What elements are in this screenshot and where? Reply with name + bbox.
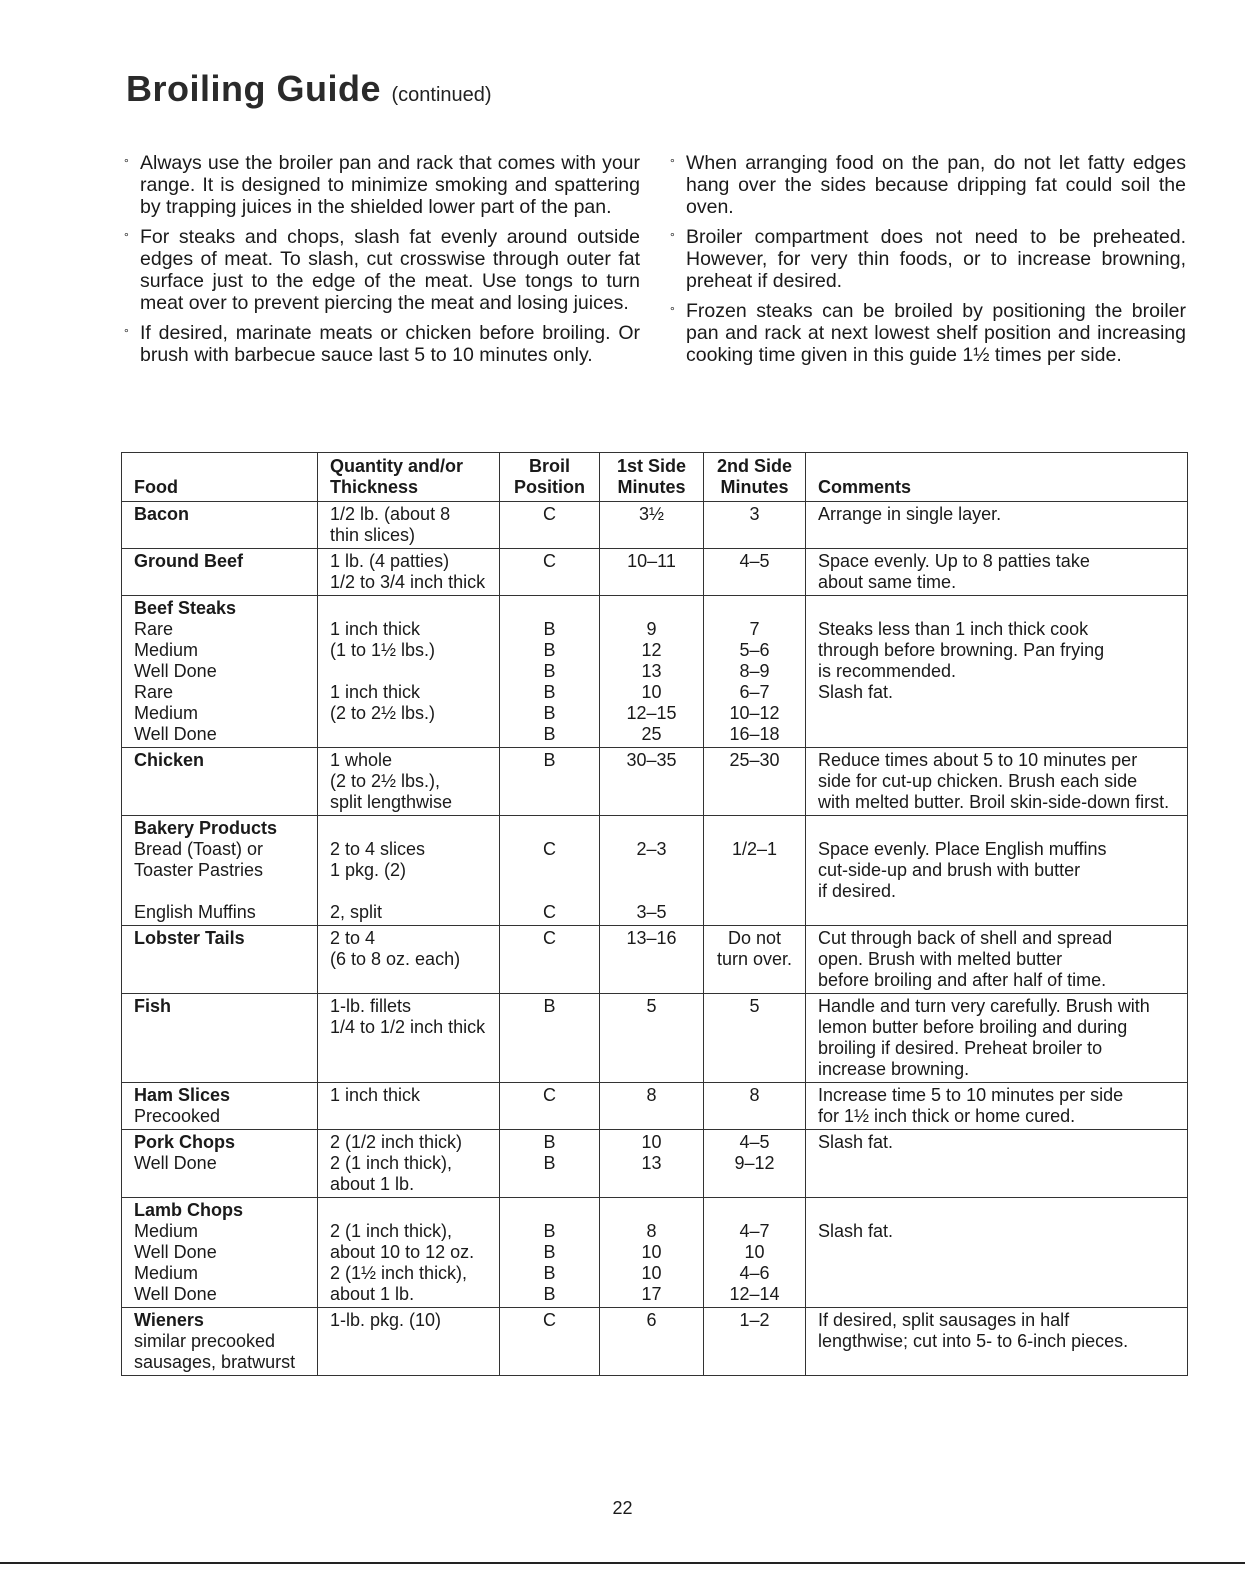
cell-comments [806,926,1188,994]
quantity-line: 1 inch thick [330,1085,421,1105]
tips-right-column [670,152,1186,374]
header-first-side: 1st Side Minutes [600,453,704,502]
bullet-icon: ° [124,230,129,244]
first-line: 5 [646,996,657,1016]
comments-line: side for cut-up chicken. Brush each side [818,771,1138,791]
comments-line: Slash fat. [818,682,894,702]
comments-line: open. Brush with melted butter [818,949,1063,969]
second-line: Do not [727,928,782,948]
cell-food [122,1083,318,1130]
food-line: Well Done [134,1242,217,1262]
cell-food [122,1308,318,1376]
first-line [603,598,700,619]
quantity-line: about 1 lb. [330,1174,415,1194]
cell-quantity [318,502,500,549]
quantity-line [330,1200,494,1221]
second-line [707,818,802,839]
first-line: 13 [641,1153,662,1173]
food-line: Fish [134,996,172,1016]
tip-item [124,152,640,218]
position-line [503,818,596,839]
quantity-line: 1 lb. (4 patties) [330,551,450,571]
title-subtitle: (continued) [391,84,492,106]
quantity-line [330,724,494,745]
tip-text: Broiler compartment does not need to be preheated. However, for very thin foods, or to increase browning, preheat if desired. [686,226,1186,292]
table-row [122,816,1188,926]
cell-first [600,816,704,926]
table-row [122,1308,1188,1376]
comments-line [818,703,1182,724]
header-comments: Comments [806,453,1188,502]
second-line [707,598,802,619]
first-line: 12 [641,640,662,660]
quantity-line: 2 to 4 [330,928,376,948]
first-line: 10 [641,1263,662,1283]
food-line: Well Done [134,724,217,744]
bullet-icon: ° [124,326,129,340]
cell-quantity [318,994,500,1083]
cell-second [704,1130,806,1198]
position-line [503,860,596,881]
tip-text: For steaks and chops, slash fat evenly around outside edges of meat. To slash, cut crosswise through outer fat surface just to the edge of the meat. Use tongs to turn meat over to prevent piercing the meat and losing juices. [140,226,640,314]
quantity-line: (1 to 1½ lbs.) [330,640,436,660]
cell-position [500,816,600,926]
comments-line: Increase time 5 to 10 minutes per side [818,1085,1124,1105]
cell-position [500,1308,600,1376]
second-line [707,881,802,902]
cell-comments [806,596,1188,748]
quantity-line [330,661,494,682]
position-line: B [543,619,556,639]
comments-line: for 1½ inch thick or home cured. [818,1106,1076,1126]
second-line: 1/2–1 [731,839,778,859]
comments-line: Reduce times about 5 to 10 minutes per [818,750,1138,770]
second-line: 5 [749,996,760,1016]
second-line: 4–7 [739,1221,770,1241]
quantity-line: 1 inch thick [330,619,421,639]
cell-first [600,748,704,816]
food-line: Wieners [134,1310,204,1330]
position-line: C [543,902,556,922]
comments-line: cut-side-up and brush with butter [818,860,1081,880]
cell-position [500,926,600,994]
position-line: C [543,504,556,524]
second-line: 9–12 [734,1153,775,1173]
food-line: Beef Steaks [134,598,237,618]
food-line: Pork Chops [134,1132,236,1152]
bullet-icon: ° [670,304,675,318]
cell-second [704,502,806,549]
comments-line: lengthwise; cut into 5- to 6-inch pieces. [818,1331,1129,1351]
comments-line: through before browning. Pan frying [818,640,1105,660]
quantity-line: 2 (1 inch thick), [330,1153,453,1173]
comments-line: Slash fat. [818,1132,894,1152]
table-header-row [122,453,1188,502]
position-line: B [543,996,556,1016]
table-body [122,502,1188,1376]
second-line [707,902,802,923]
cell-position [500,994,600,1083]
food-line [134,881,312,902]
quantity-line: 1 pkg. (2) [330,860,407,880]
cell-comments [806,1083,1188,1130]
position-line: B [543,682,556,702]
cell-comments [806,816,1188,926]
quantity-line: 1-lb. pkg. (10) [330,1310,442,1330]
food-line: Rare [134,682,174,702]
bullet-icon: ° [670,230,675,244]
second-line: 8 [749,1085,760,1105]
food-line: Medium [134,640,199,660]
second-line: 25–30 [729,750,780,770]
cell-first [600,502,704,549]
second-line [707,1200,802,1221]
first-line: 8 [646,1085,657,1105]
page-title [126,68,492,110]
cell-quantity [318,926,500,994]
position-line: B [543,1242,556,1262]
cell-first [600,549,704,596]
position-line: B [543,640,556,660]
second-line: 10 [744,1242,765,1262]
food-line: Rare [134,619,174,639]
food-line: Well Done [134,1284,217,1304]
cell-position [500,748,600,816]
cell-quantity [318,596,500,748]
cell-quantity [318,1198,500,1308]
first-line [603,818,700,839]
comments-line: Space evenly. Place English muffins [818,839,1107,859]
cell-position [500,596,600,748]
food-line: Bread (Toast) or [134,839,264,859]
quantity-line: about 10 to 12 oz. [330,1242,475,1262]
cell-food [122,816,318,926]
cell-food [122,596,318,748]
cell-first [600,926,704,994]
cell-comments [806,1308,1188,1376]
cell-comments [806,502,1188,549]
second-line: 10–12 [729,703,780,723]
first-line: 17 [641,1284,662,1304]
tip-text: When arranging food on the pan, do not let fatty edges hang over the sides because dripping fat could soil the oven. [686,152,1186,218]
position-line: C [543,1085,556,1105]
cell-food [122,748,318,816]
cell-first [600,596,704,748]
position-line: C [543,1310,556,1330]
table-row [122,1198,1188,1308]
second-line: 1–2 [739,1310,770,1330]
first-line: 10–11 [627,551,676,571]
first-line: 10 [641,1132,662,1152]
comments-line: increase browning. [818,1059,970,1079]
header-position: Broil Position [500,453,600,502]
bullet-icon: ° [670,156,675,170]
first-line: 12–15 [626,703,677,723]
comments-line [818,1200,1182,1221]
food-line: Ground Beef [134,551,244,571]
quantity-line: 2 (1/2 inch thick) [330,1132,463,1152]
quantity-line: 2 (1 inch thick), [330,1221,453,1241]
cell-second [704,816,806,926]
tip-text: Always use the broiler pan and rack that comes with your range. It is designed to minimize smoking and spattering by trapping juices in the shielded lower part of the pan. [140,152,640,218]
quantity-line: about 1 lb. [330,1284,415,1304]
cell-food [122,549,318,596]
cell-first [600,1083,704,1130]
header-second-side: 2nd Side Minutes [704,453,806,502]
quantity-line: 2, split [330,902,383,922]
cell-comments [806,748,1188,816]
cell-position [500,549,600,596]
food-line: Lobster Tails [134,928,245,948]
cell-quantity [318,1130,500,1198]
quantity-line: 1/2 to 3/4 inch thick [330,572,486,592]
comments-line: if desired. [818,881,897,901]
table-row [122,549,1188,596]
quantity-line: 2 to 4 slices [330,839,426,859]
cell-second [704,1308,806,1376]
comments-line [818,818,1182,839]
first-line: 3½ [638,504,665,524]
table-row [122,1083,1188,1130]
cell-first [600,1198,704,1308]
position-line: B [543,1132,556,1152]
food-line: Bacon [134,504,190,524]
quantity-line: 1-lb. fillets [330,996,412,1016]
comments-line: Steaks less than 1 inch thick cook [818,619,1089,639]
cell-comments [806,1130,1188,1198]
comments-line: with melted butter. Broil skin-side-down first. [818,792,1170,812]
position-line: B [543,1153,556,1173]
second-line [707,860,802,881]
comments-line: Space evenly. Up to 8 patties take [818,551,1090,571]
comments-line: before broiling and after half of time. [818,970,1107,990]
comments-line: If desired, split sausages in half [818,1310,1070,1330]
bottom-rule [0,1562,1245,1564]
first-line [603,860,700,881]
table-row [122,596,1188,748]
comments-line [818,902,1182,923]
food-line: Medium [134,1221,199,1241]
broiling-table [121,452,1188,1376]
food-line: Well Done [134,1153,217,1173]
position-line [503,881,596,902]
cell-first [600,1130,704,1198]
position-line: C [543,928,556,948]
table-row [122,1130,1188,1198]
cell-food [122,1198,318,1308]
first-line: 30–35 [626,750,677,770]
quantity-line: 1/2 lb. (about 8 [330,504,451,524]
position-line: C [543,839,556,859]
tip-item [670,300,1186,366]
first-line: 10 [641,1242,662,1262]
second-line: 4–6 [739,1263,770,1283]
food-line: Bakery Products [134,818,278,838]
food-line: Well Done [134,661,217,681]
quantity-line: (2 to 2½ lbs.), [330,771,441,791]
table-row [122,994,1188,1083]
tip-item [670,226,1186,292]
quantity-line: 1 inch thick [330,682,421,702]
quantity-line: 1/4 to 1/2 inch thick [330,1017,486,1037]
quantity-line: split lengthwise [330,792,453,812]
cell-position [500,1083,600,1130]
position-line [503,598,596,619]
header-food: Food [122,453,318,502]
tip-text: Frozen steaks can be broiled by positioning the broiler pan and rack at next lowest shelf position and increasing cooking time given in this guide 1½ times per side. [686,300,1186,366]
first-line: 13–16 [626,928,677,948]
second-line: 4–5 [739,551,770,571]
first-line: 6 [646,1310,657,1330]
quantity-line [330,881,494,902]
quantity-line: (6 to 8 oz. each) [330,949,461,969]
quantity-line [330,598,494,619]
second-line: 7 [749,619,760,639]
position-line: C [543,551,556,571]
quantity-line: (2 to 2½ lbs.) [330,703,436,723]
food-line: Medium [134,1263,199,1283]
tips-left-column [124,152,640,374]
table-row [122,748,1188,816]
bullet-icon: ° [124,156,129,170]
comments-line: Cut through back of shell and spread [818,928,1113,948]
second-line: 16–18 [729,724,780,744]
food-line: Ham Slices [134,1085,231,1105]
first-line: 8 [646,1221,657,1241]
cell-second [704,926,806,994]
position-line: B [543,750,556,770]
cell-position [500,1198,600,1308]
cell-food [122,926,318,994]
position-line: B [543,1284,556,1304]
first-line: 9 [646,619,657,639]
cell-second [704,748,806,816]
comments-line [818,724,1182,745]
cell-position [500,1130,600,1198]
food-line: similar precooked [134,1331,276,1351]
cell-second [704,1198,806,1308]
food-line: Precooked [134,1106,221,1126]
cell-first [600,994,704,1083]
position-line: B [543,703,556,723]
comments-line: is recommended. [818,661,957,681]
comments-line: about same time. [818,572,957,592]
comments-line: lemon butter before broiling and during [818,1017,1128,1037]
comments-line: Arrange in single layer. [818,504,1002,524]
tip-item [670,152,1186,218]
cell-food [122,994,318,1083]
position-line: B [543,661,556,681]
cell-position [500,502,600,549]
cell-quantity [318,549,500,596]
position-line: B [543,1221,556,1241]
cell-first [600,1308,704,1376]
cell-second [704,596,806,748]
cell-second [704,994,806,1083]
cell-second [704,1083,806,1130]
quantity-line [330,818,494,839]
cell-comments [806,994,1188,1083]
page-number: 22 [612,1498,633,1518]
first-line: 25 [641,724,662,744]
quantity-line: 2 (1½ inch thick), [330,1263,468,1283]
quantity-line: thin slices) [330,525,416,545]
cell-comments [806,549,1188,596]
food-line: English Muffins [134,902,256,922]
position-line [503,1200,596,1221]
food-line: sausages, bratwurst [134,1352,296,1372]
second-line: 6–7 [739,682,770,702]
first-line [603,1200,700,1221]
cell-quantity [318,1308,500,1376]
tip-text: If desired, marinate meats or chicken before broiling. Or brush with barbecue sauce last 5 to 10 minutes only. [140,322,640,366]
food-line: Medium [134,703,199,723]
header-quantity: Quantity and/or Thickness [318,453,500,502]
food-line: Toaster Pastries [134,860,264,880]
cell-quantity [318,748,500,816]
comments-line: broiling if desired. Preheat broiler to [818,1038,1103,1058]
title-text: Broiling Guide [126,68,381,109]
first-line: 10 [641,682,662,702]
first-line: 2–3 [636,839,667,859]
position-line: B [543,1263,556,1283]
second-line: 8–9 [739,661,770,681]
food-line: Lamb Chops [134,1200,244,1220]
second-line: 12–14 [729,1284,780,1304]
cell-food [122,1130,318,1198]
table-row [122,926,1188,994]
first-line: 3–5 [636,902,667,922]
comments-line: Slash fat. [818,1221,894,1241]
first-line [603,881,700,902]
cell-second [704,549,806,596]
table-row [122,502,1188,549]
tip-item [124,226,640,314]
first-line: 13 [641,661,662,681]
second-line: 3 [749,504,760,524]
cell-food [122,502,318,549]
second-line: turn over. [716,949,793,969]
second-line: 4–5 [739,1132,770,1152]
food-line: Chicken [134,750,205,770]
comments-line: Handle and turn very carefully. Brush with [818,996,1150,1016]
position-line: B [543,724,556,744]
cell-quantity [318,816,500,926]
cell-comments [806,1198,1188,1308]
tip-item [124,322,640,366]
second-line: 5–6 [739,640,770,660]
quantity-line: 1 whole [330,750,393,770]
cell-quantity [318,1083,500,1130]
comments-line [818,598,1182,619]
